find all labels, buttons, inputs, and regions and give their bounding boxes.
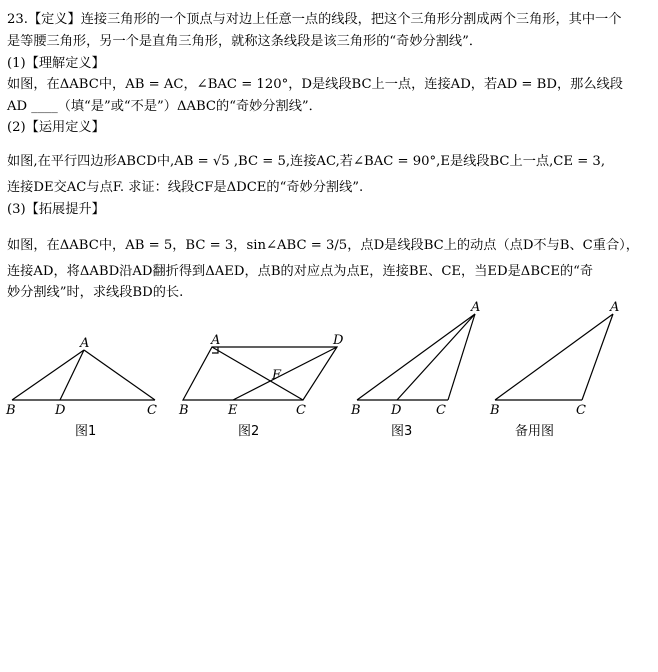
fig2-label-f: F [272,368,282,383]
fig3-segment-ad [397,314,475,400]
fig4-segment-ac [582,314,613,400]
fig2-label-b: B [179,403,189,418]
figure-4 [495,314,613,400]
intro-line-1: 23.【定义】连接三角形的一个顶点与对边上任意一点的线段，把这个三角形分割成两个三角形，其中一个 [7,12,622,27]
fig2-label-a: A [211,333,221,348]
fig3-label-a: A [471,300,481,315]
fig4-label-a: A [610,300,620,315]
fig4-label-c: C [576,403,586,418]
fig2-label-e: E [228,403,238,418]
fig1-label-a: A [80,336,90,351]
figure-3 [357,314,475,400]
fig3-segment-ab [357,314,475,400]
fig2-parallelogram [183,347,337,400]
fig1-segment-ac [84,350,155,400]
fig1-label-d: D [55,403,66,418]
fig3-label-d: D [391,403,402,418]
fig2-label-d: D [333,333,344,348]
fig4-caption: 备用图 [515,424,555,439]
part3-line-3: 妙分割线”时，求线段BD的长. [7,285,184,300]
part2-line-1: 如图,在平行四边形ABCD中,AB = √5 ,BC = 5,连接AC,若∠BAC = 90°,E是线段BC上一点,CE = 3, [7,154,606,169]
intro-line-2: 是等腰三角形，另一个是直角三角形，就称这条线段是该三角形的“奇妙分割线”． [7,34,483,49]
fig2-segment-ac [212,347,303,400]
part3-line-2: 连接AD，将ΔABD沿AD翻折得到ΔAED，点B的对应点为点E，连接BE、CE，当ED是ΔBCE的“奇 [7,264,594,279]
fig4-label-b: B [490,403,500,418]
fig3-label-c: C [436,403,446,418]
fig1-label-c: C [147,403,157,418]
part1-line-1: 如图，在ΔABC中，AB = AC，∠BAC = 120°，D是线段BC上一点，连接AD，若AD = BD，那么线段 [7,77,623,92]
fig1-segment-ad [60,350,84,400]
part1-line-2: AD ____（填“是”或“不是”）ΔABC的“奇妙分割线”． [7,99,322,114]
fig2-label-c: C [296,403,306,418]
fig4-segment-ab [495,314,613,400]
part2-heading: (2)【运用定义】 [7,120,105,135]
figure-1 [12,350,155,400]
part3-heading: (3)【拓展提升】 [7,202,105,217]
figures [0,300,658,450]
fig3-caption: 图3 [391,424,413,439]
fig1-segment-ab [12,350,84,400]
fig2-caption: 图2 [238,424,260,439]
figure-2 [183,347,337,400]
fig3-label-b: B [351,403,361,418]
fig1-caption: 图1 [75,424,97,439]
fig1-label-b: B [6,403,16,418]
part3-line-1: 如图，在ΔABC中，AB = 5，BC = 3，sin∠ABC = 3/5，点D是线段BC上的动点（点D不与B、C重合）， [7,238,639,253]
part1-heading: (1)【理解定义】 [7,56,105,71]
fig3-segment-ac [448,314,475,400]
part2-line-2: 连接DE交AC与点F. 求证：线段CF是ΔDCE的“奇妙分割线”. [7,180,364,195]
fig2-segment-de [233,347,337,400]
